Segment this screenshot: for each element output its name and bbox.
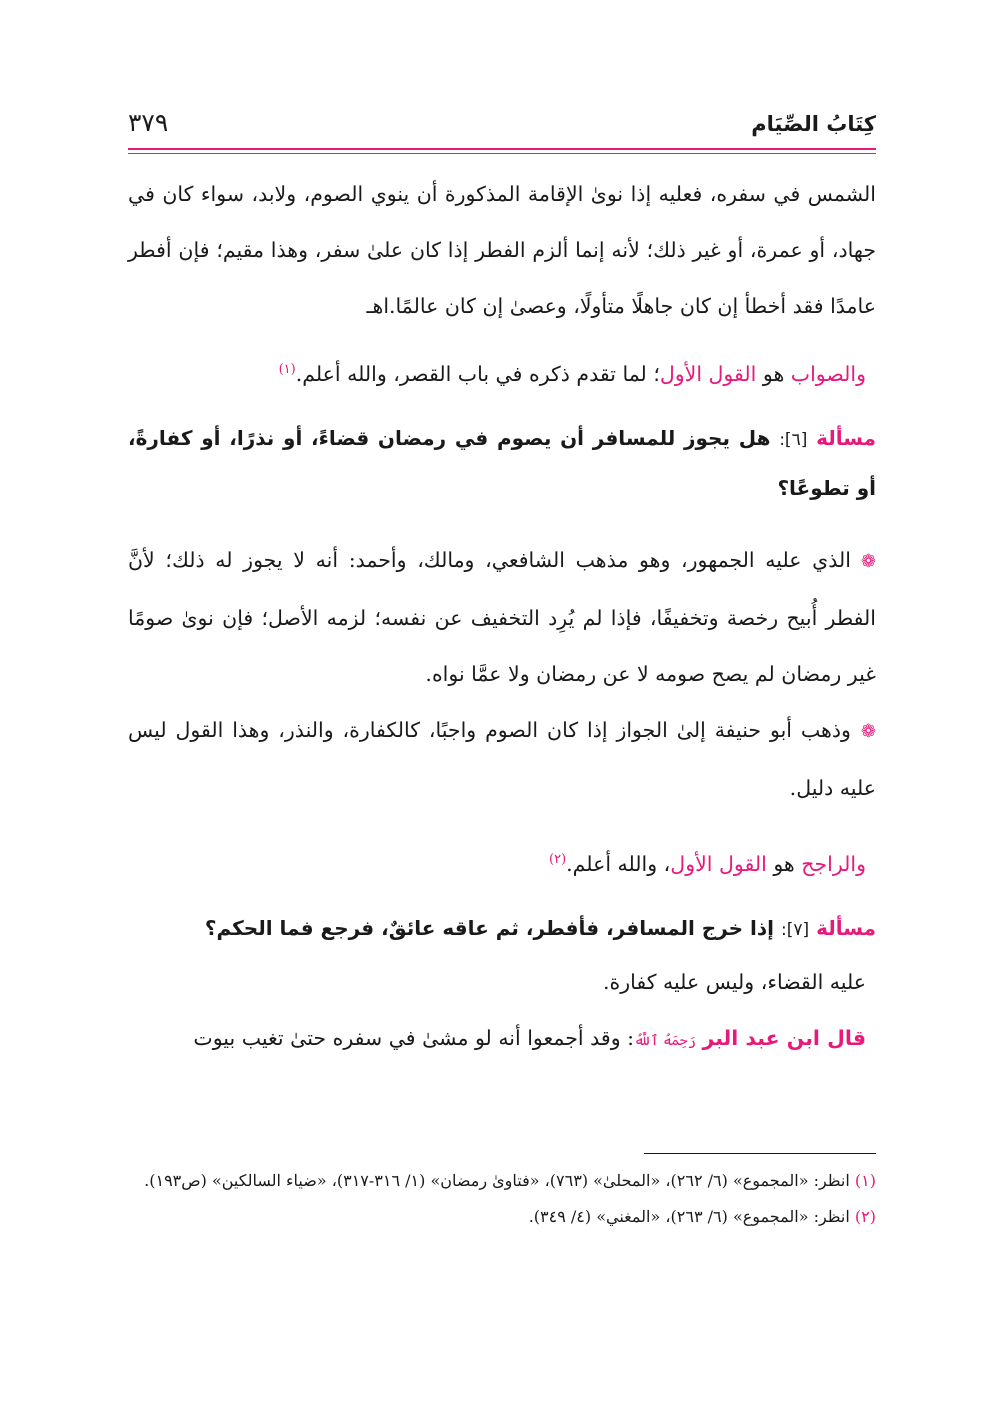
conclusion-lead: والصواب xyxy=(790,362,866,386)
highlighted-phrase: القول الأول xyxy=(659,362,757,386)
highlighted-phrase: القول الأول xyxy=(670,852,767,876)
issue-label: مسألة xyxy=(816,426,876,450)
issue-label: مسألة xyxy=(816,916,876,940)
paragraph: ❁وذهب أبو حنيفة إلىٰ الجواز إذا كان الصوم واجبًا، كالكفارة، والنذر، وهذا القول ليس عليه دليل. xyxy=(128,718,876,800)
header-rule-thin xyxy=(128,153,876,154)
paragraph: الشمس في سفره، فعليه إذا نوىٰ الإقامة المذكورة أن ينوي الصوم، ولابد، سواء كان في جهاد، أو عمرة، أو غير ذلك؛ لأنه إنما ألزم الفطر إذا كان علىٰ سفر، وهذا مقيم؛ فإن أفطر عامدًا فقد أخطأ إن كان جاهلًا متأولًا، وعصىٰ إن كان عالمًا.اهـ xyxy=(128,182,876,318)
footnote xyxy=(128,1202,876,1232)
page-header xyxy=(128,108,876,144)
footnotes xyxy=(128,1166,876,1238)
issue-number: [٧]: xyxy=(780,920,810,940)
issue-number: [٦]: xyxy=(779,430,808,450)
flower-bullet-icon: ❁ xyxy=(860,551,876,572)
issue-heading xyxy=(128,414,876,512)
conclusion-lead: والراجح xyxy=(801,852,866,876)
main-text xyxy=(128,166,876,1069)
footnote-separator xyxy=(644,1153,876,1154)
footnote-marker: (٢) xyxy=(549,852,567,868)
paragraph: ❁الذي عليه الجمهور، وهو مذهب الشافعي، ومالك، وأحمد: أنه لا يجوز له ذلك؛ لأنَّ الفطر أُبيح رخصة وتخفيفًا، فإذا لم يُرِد التخفيف عن نفسه؛ لزمه الأصل؛ فإن نوىٰ صومًا غير رمضان لم يصح صومه لا عن رمضان ولا عمَّا نواه. xyxy=(128,548,876,686)
answer-line: عليه القضاء، وليس عليه كفارة. xyxy=(602,970,866,994)
issue-question: إذا خرج المسافر، فأفطر، ثم عاقه عائقٌ، فرجع فما الحكم؟ xyxy=(204,916,775,940)
quote-paragraph: قال ابن عبد البر رَحِمَهُ ٱللَّهُ: وقد أجمعوا أنه لو مشىٰ في سفره حتىٰ تغيب بيوت xyxy=(193,1026,866,1050)
honorific: رَحِمَهُ ٱللَّهُ xyxy=(634,1033,696,1049)
flower-bullet-icon: ❁ xyxy=(860,721,876,742)
conclusion-line: والصواب هو القول الأول؛ لما تقدم ذكره في باب القصر، والله أعلم.$^{(١)}$ xyxy=(278,362,866,386)
running-title: كِتَابُ الصِّيَام xyxy=(751,112,876,136)
footnote xyxy=(128,1166,876,1196)
quoted-scholar: قال ابن عبد البر xyxy=(702,1026,866,1050)
footnote-number: (٢) xyxy=(854,1207,876,1226)
footnote-marker: (١) xyxy=(278,362,296,378)
footnote-text: انظر: «المجموع» (٦/ ٢٦٣)، «المغني» (٤/ ٣٤٩). xyxy=(528,1207,850,1226)
footnote-number: (١) xyxy=(854,1171,876,1190)
page-number: ٣٧٩ xyxy=(128,108,169,137)
header-rule-thick xyxy=(128,148,876,150)
issue-heading xyxy=(128,904,876,954)
conclusion-line: والراجح هو القول الأول، والله أعلم.$^{(٢)}$ xyxy=(549,852,866,876)
footnote-text: انظر: «المجموع» (٦/ ٢٦٢)، «المحلىٰ» (٧٦٣)، «فتاوىٰ رمضان» (١/ ٣١٦-٣١٧)، «ضياء السالكين» (ص١٩٣). xyxy=(144,1171,850,1190)
issue-question: هل يجوز للمسافر أن يصوم في رمضان قضاءً، أو نذرًا، أو كفارةً، أو تطوعًا؟ xyxy=(128,426,876,500)
